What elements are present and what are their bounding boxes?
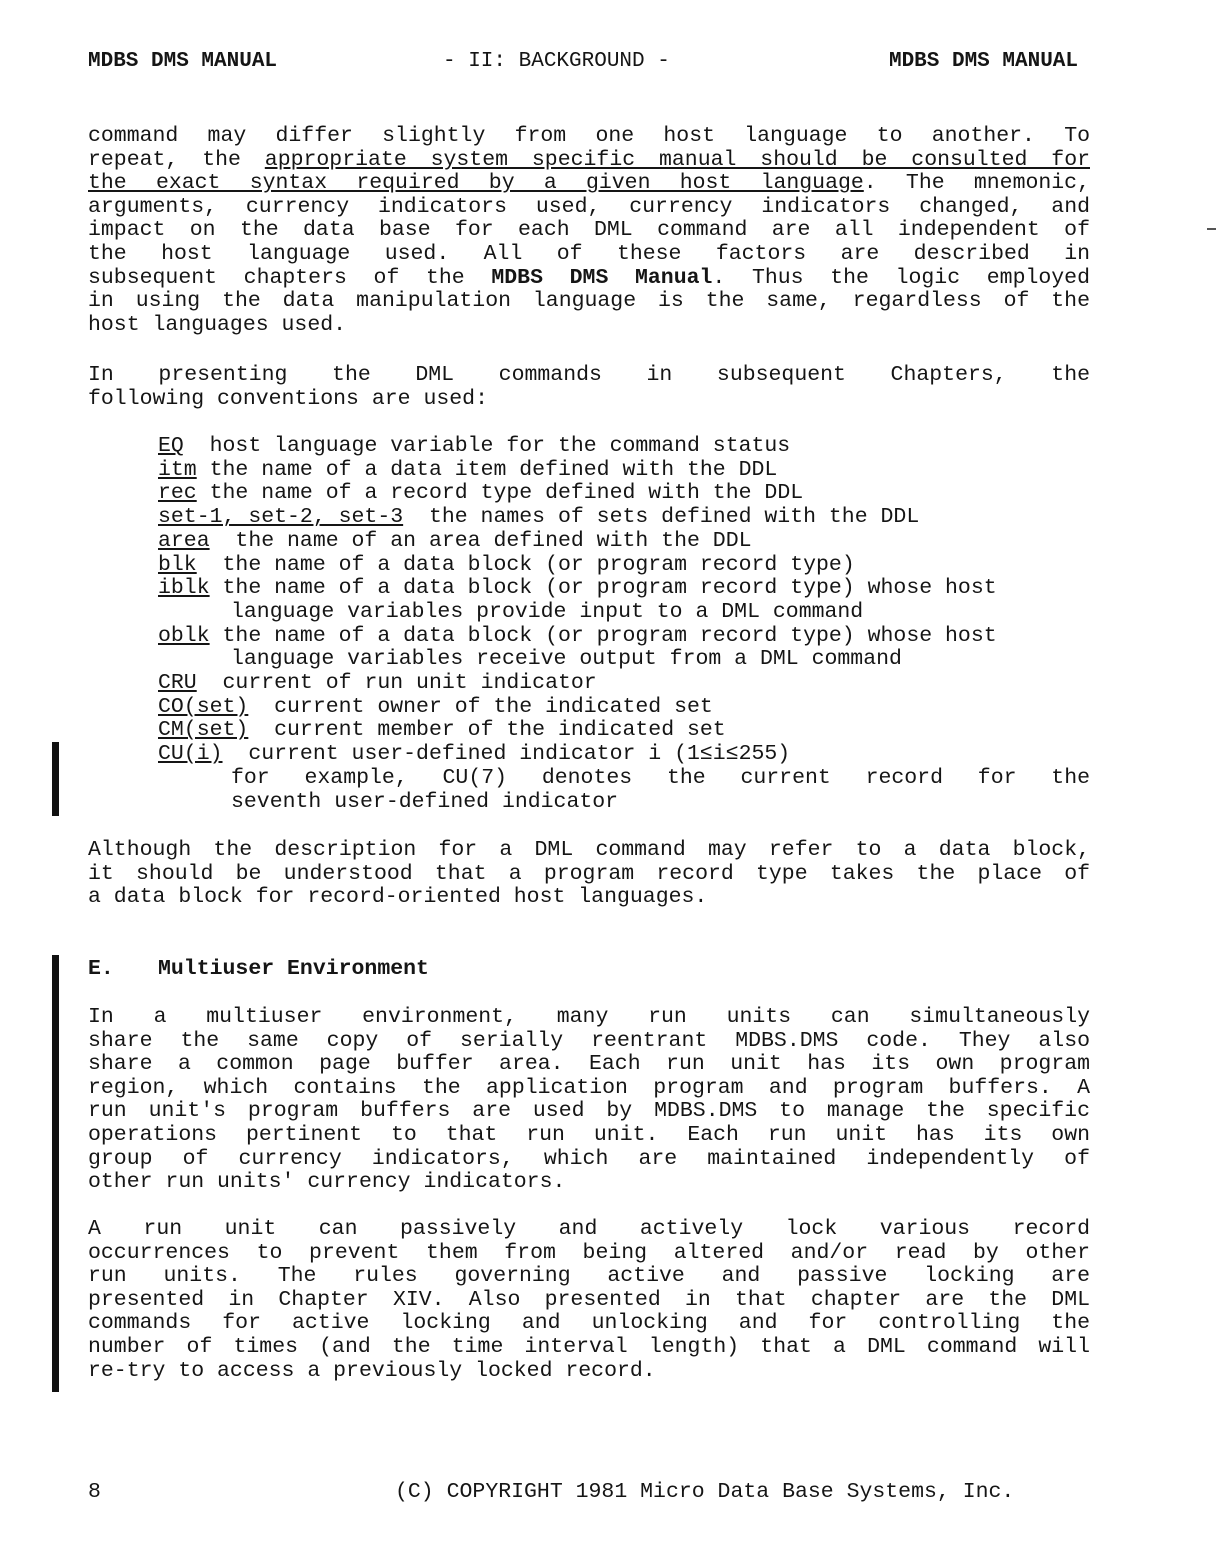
copyright-notice: (C) COPYRIGHT 1981 Micro Data Base Systems, Inc. — [395, 1480, 1015, 1504]
text-line: In a multiuser environment, many run units can simultaneously — [88, 1005, 1090, 1029]
change-bar — [52, 742, 59, 816]
convention-symbol: area — [158, 528, 210, 553]
convention-symbol: CRU — [158, 671, 197, 696]
header-right-title: MDBS DMS MANUAL — [888, 50, 1078, 73]
paragraph-conventions-intro — [88, 364, 1090, 411]
text-line: following conventions are used: — [88, 386, 488, 411]
convention-row — [158, 743, 1098, 767]
text-line: share the same copy of serially reentrant MDBS.DMS code. They also — [88, 1028, 1090, 1053]
convention-symbol: rec — [158, 481, 197, 506]
paragraph-multiuser — [88, 1006, 1090, 1195]
page-number: 8 — [88, 1480, 101, 1504]
convention-symbol: itm — [158, 457, 197, 482]
text-fragment: . The mnemonic, — [863, 171, 1090, 196]
convention-symbol: oblk — [158, 623, 210, 648]
text-line: the host language used. All of these factors are described in — [88, 241, 1090, 266]
convention-continuation: language variables receive output from a DML command — [231, 647, 902, 672]
text-fragment: subsequent chapters of the — [88, 265, 492, 290]
text-line: region, which contains the application program and program buffers. A — [88, 1075, 1090, 1100]
convention-desc: the name of a data block (or program record type) whose host — [209, 576, 997, 601]
text-line: Although the description for a DML command may refer to a data block, — [88, 838, 1090, 862]
text-line — [88, 267, 1090, 291]
convention-desc: the name of a record type defined with the DDL — [196, 481, 804, 506]
convention-row — [158, 554, 1098, 578]
convention-desc: current member of the indicated set — [248, 718, 726, 743]
text-line: share a common page buffer area. Each run unit has its own program — [88, 1052, 1090, 1077]
convention-continuation: language variables provide input to a DML command — [231, 599, 864, 624]
header-left-title: MDBS DMS MANUAL — [88, 50, 278, 73]
convention-desc: current of run unit indicator — [196, 671, 597, 696]
convention-symbol: EQ — [158, 434, 184, 458]
manual-title: MDBS DMS Manual — [491, 265, 713, 290]
convention-symbol: CU(i) — [158, 742, 223, 767]
emphasis-text: appropriate system specific manual should be consulted for — [264, 147, 1090, 172]
text-line: arguments, currency indicators used, currency indicators changed, and — [88, 194, 1090, 219]
convention-desc: the name of a data block (or program record type) whose host — [209, 623, 997, 648]
text-line — [88, 172, 1090, 196]
section-heading — [88, 957, 429, 981]
text-fragment: repeat, the — [88, 147, 265, 172]
convention-row — [158, 719, 1098, 743]
text-line: other run units' currency indicators. — [88, 1170, 566, 1195]
text-line: in using the data manipulation language is the same, regardless of the — [88, 289, 1090, 314]
convention-desc: the name of a data item defined with the DDL — [196, 457, 778, 482]
section-title: Multiuser Environment — [158, 957, 429, 981]
convention-row — [158, 696, 1098, 720]
text-line: A run unit can passively and actively lock various record — [88, 1217, 1090, 1241]
convention-symbol: CO(set) — [158, 694, 249, 719]
paragraph-data-block-note — [88, 839, 1090, 910]
convention-desc: current owner of the indicated set — [248, 694, 713, 719]
change-bar — [52, 955, 59, 1392]
text-line: command may differ slightly from one host language to another. To — [88, 124, 1090, 148]
text-line: it should be understood that a program record type takes the place of — [88, 861, 1090, 886]
convention-row — [158, 506, 1098, 530]
convention-continuation: seventh user-defined indicator — [231, 789, 619, 814]
convention-desc: current user-defined indicator i (1≤i≤255) — [222, 742, 791, 767]
text-line: run unit's program buffers are used by MDBS.DMS to manage the specific — [88, 1099, 1090, 1124]
text-line: a data block for record-oriented host languages. — [88, 885, 708, 910]
convention-desc: the name of an area defined with the DDL — [209, 528, 752, 553]
convention-symbol: iblk — [158, 576, 210, 601]
section-number: E. — [88, 957, 114, 981]
convention-row — [158, 435, 1098, 459]
convention-desc: host language variable for the command status — [183, 434, 791, 458]
convention-row — [158, 625, 1098, 649]
convention-row — [158, 672, 1098, 696]
convention-row — [158, 577, 1098, 601]
conventions-list — [158, 435, 1098, 814]
text-line: commands for active locking and unlocking and for controlling the — [88, 1311, 1090, 1336]
text-line: operations pertinent to that run unit. Each run unit has its own — [88, 1122, 1090, 1147]
paragraph-host-language — [88, 125, 1090, 337]
convention-row — [158, 459, 1098, 483]
text-line: run units. The rules governing active and passive locking are — [88, 1264, 1090, 1289]
convention-continuation: for example, CU(7) denotes the current record for the — [231, 765, 1090, 790]
text-line: occurrences to prevent them from being altered and/or read by other — [88, 1240, 1090, 1265]
text-line: impact on the data base for each DML command are all independent of — [88, 218, 1090, 243]
page-header — [88, 50, 1078, 80]
convention-symbol: CM(set) — [158, 718, 249, 743]
text-line — [88, 149, 1090, 173]
header-chapter: - II: BACKGROUND - — [443, 50, 670, 73]
convention-symbol: set-1, set-2, set-3 — [158, 505, 404, 530]
convention-row — [158, 482, 1098, 506]
convention-desc: the name of a data block (or program record type) — [196, 552, 855, 577]
convention-desc: the names of sets defined with the DDL — [403, 505, 920, 530]
margin-mark — [1207, 228, 1216, 230]
text-fragment: . Thus the logic employed — [712, 265, 1090, 290]
text-line: host languages used. — [88, 312, 347, 337]
paragraph-locking — [88, 1218, 1090, 1383]
text-line: re-try to access a previously locked record. — [88, 1358, 656, 1383]
text-line: group of currency indicators, which are maintained independently of — [88, 1146, 1090, 1171]
text-line: presented in Chapter XIV. Also presented in that chapter are the DML — [88, 1287, 1090, 1312]
text-line: In presenting the DML commands in subsequent Chapters, the — [88, 363, 1090, 387]
emphasis-text: the exact syntax required by a given host language — [88, 171, 864, 196]
convention-row — [158, 530, 1098, 554]
convention-symbol: blk — [158, 552, 197, 577]
text-line: number of times (and the time interval length) that a DML command will — [88, 1334, 1090, 1359]
